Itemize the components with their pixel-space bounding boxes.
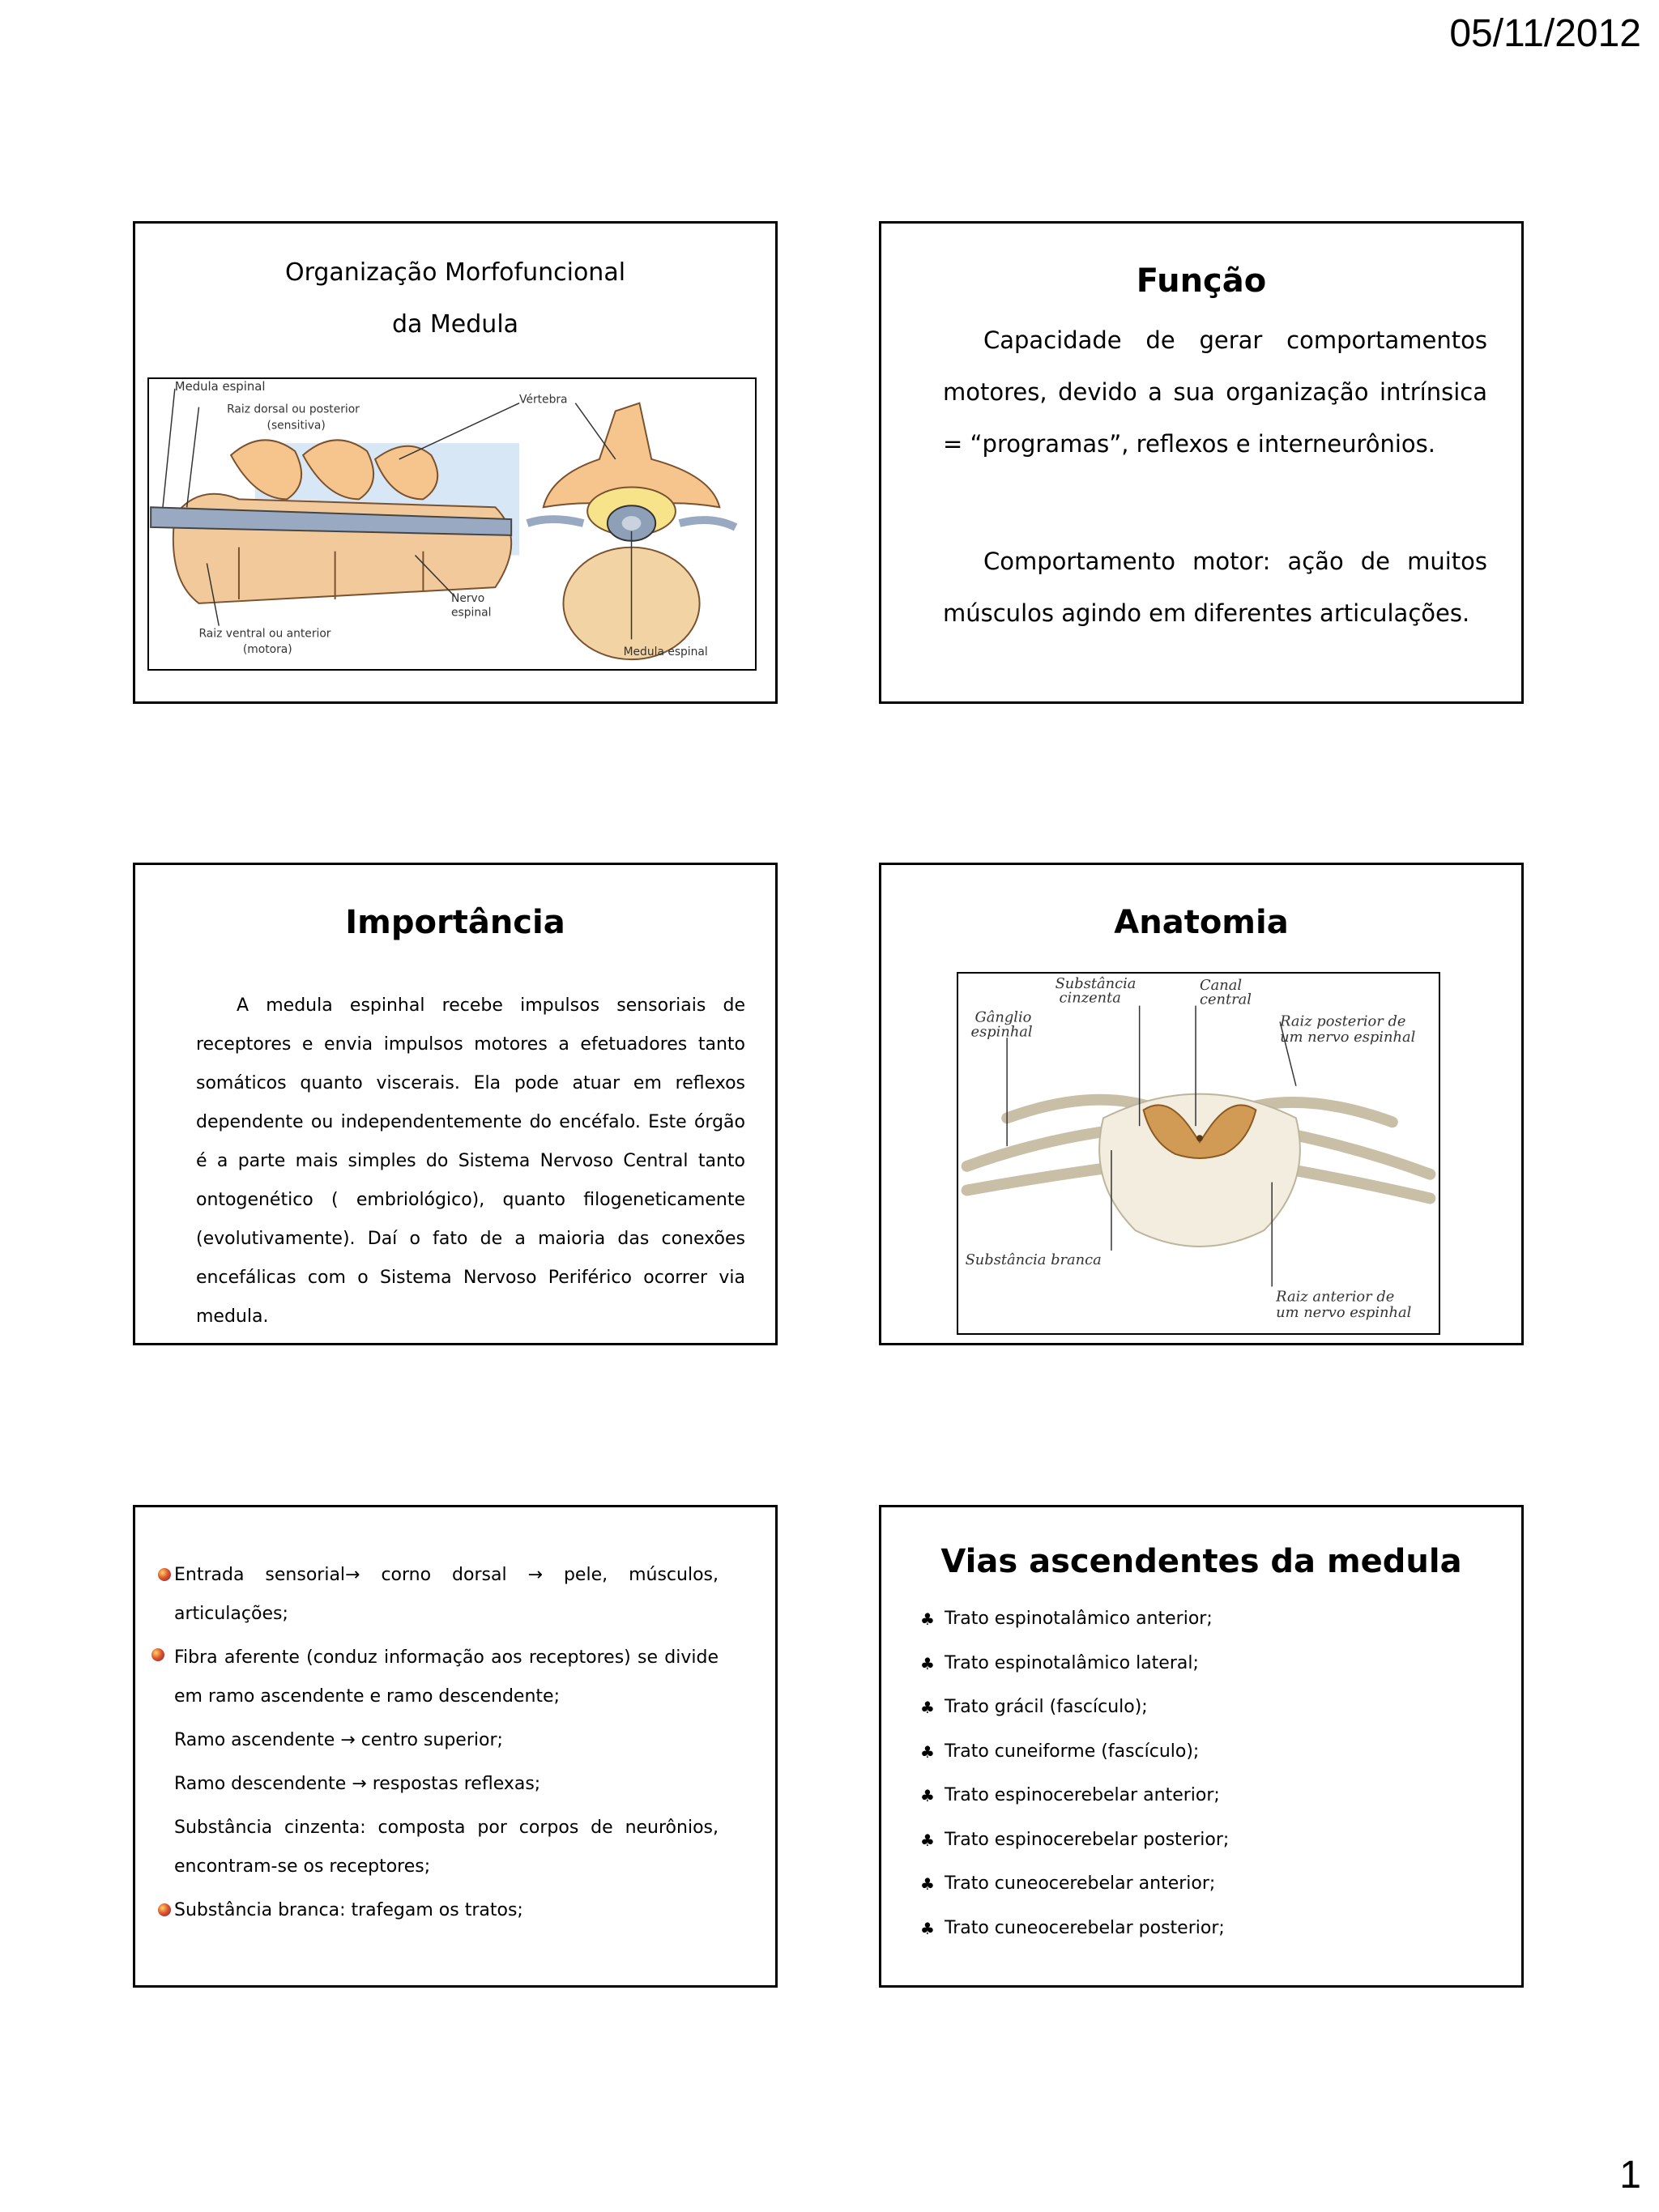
spinal-cord-vertebra-illustration (149, 379, 755, 669)
label-espinal: espinal (451, 606, 492, 620)
club-bullet-icon: ♣ (920, 1830, 935, 1850)
list-item-text: Trato cuneiforme (fascículo); (945, 1741, 1200, 1762)
central-canal-drawing (1196, 1135, 1203, 1141)
bullet-ball-icon (158, 1568, 171, 1581)
club-bullet-icon: ♣ (920, 1698, 935, 1717)
list-item (920, 1916, 1487, 1960)
sensory-input-list (135, 1556, 719, 1930)
label-motora: (motora) (242, 643, 292, 657)
label-raiz-ventral: Raiz ventral ou anterior (198, 627, 331, 641)
slide-title: Função (1136, 262, 1267, 300)
slide-title: Anatomia (1114, 904, 1289, 941)
list-item (920, 1783, 1487, 1827)
label-nervo: Nervo (451, 591, 485, 605)
slide-funcao (879, 221, 1524, 704)
label-medula-espinal-bottom: Medula espinal (623, 646, 708, 659)
list-item-text: Trato grácil (fascículo); (945, 1697, 1148, 1717)
spinal-cord-vertebra-figure (147, 377, 757, 671)
page-number: 1 (1619, 2154, 1641, 2197)
list-item (135, 1891, 719, 1930)
list-item (920, 1827, 1487, 1872)
slide-title: Vias ascendentes da medula (940, 1543, 1462, 1580)
slide-organizacao-morfofuncional (133, 221, 778, 704)
list-item (135, 1556, 719, 1634)
club-bullet-icon: ♣ (920, 1609, 935, 1629)
label-canal-central-1: Canal (1199, 976, 1243, 994)
list-item (920, 1871, 1487, 1916)
spinal-cord-anatomy-figure (957, 972, 1440, 1335)
label-vertebra: Vértebra (519, 393, 568, 407)
list-item-text: Trato espinocerebelar anterior; (945, 1785, 1220, 1805)
label-raiz-dorsal: Raiz dorsal ou posterior (227, 403, 360, 416)
list-item-text: Trato espinotalâmico anterior; (945, 1609, 1213, 1629)
list-item-text: Trato espinotalâmico lateral; (945, 1652, 1199, 1673)
list-item-text: Fibra aferente (conduz informação aos receptores) se divide em ramo ascendente e ramo descendente; (174, 1647, 719, 1707)
slide-anatomia (879, 863, 1524, 1345)
list-item (920, 1651, 1487, 1695)
label-raiz-posterior-1: Raiz posterior de (1280, 1012, 1406, 1030)
slide-title: Importância (345, 904, 565, 941)
bullet-ball-icon (158, 1903, 171, 1916)
slide-vias-ascendentes (879, 1505, 1524, 1988)
list-item (135, 1639, 719, 1716)
list-item-text: Substância branca: trafegam os tratos; (174, 1900, 523, 1920)
list-item-text: Ramo descendente → respostas reflexas; (174, 1774, 541, 1794)
header-date: 05/11/2012 (1449, 12, 1641, 55)
club-bullet-icon: ♣ (920, 1786, 935, 1805)
label-ganglio-1: Gânglio (975, 1008, 1032, 1026)
label-substancia-cinzenta-2: cinzenta (1059, 989, 1121, 1007)
white-matter-drawing (1099, 1094, 1300, 1247)
bullet-ball-icon (151, 1648, 164, 1661)
list-item-text: Trato espinocerebelar posterior; (945, 1829, 1230, 1850)
funcao-paragraph-1: Capacidade de gerar comportamentos motores, devido a sua organização intrínsica = “programas”, reflexos e interneurônios. (943, 326, 1487, 458)
club-bullet-icon: ♣ (920, 1874, 935, 1894)
label-raiz-anterior-1: Raiz anterior de (1276, 1288, 1395, 1306)
list-item (135, 1809, 719, 1886)
label-substancia-cinzenta-1: Substância (1055, 974, 1137, 992)
list-item-text: Entrada sensorial→ corno dorsal → pele, músculos, articulações; (174, 1565, 719, 1624)
label-canal-central-2: central (1199, 991, 1252, 1008)
list-item (135, 1721, 719, 1760)
list-item-text: Ramo ascendente → centro superior; (174, 1730, 503, 1750)
spinal-cord-anatomy-illustration (958, 974, 1439, 1333)
list-item (920, 1739, 1487, 1784)
label-sensitiva: (sensitiva) (267, 419, 326, 433)
label-ganglio-2: espinhal (970, 1023, 1033, 1041)
slide-entrada-sensorial (133, 1505, 778, 1988)
club-bullet-icon: ♣ (920, 1918, 935, 1938)
list-item (135, 1765, 719, 1804)
list-item-text: Substância cinzenta: composta por corpos de neurônios, encontram-se os receptores; (174, 1818, 719, 1877)
label-raiz-anterior-2: um nervo espinhal (1276, 1304, 1412, 1322)
list-item (920, 1694, 1487, 1739)
funcao-paragraph-2: Comportamento motor: ação de muitos músculos agindo em diferentes articulações. (943, 548, 1487, 627)
list-item-text: Trato cuneocerebelar posterior; (945, 1917, 1225, 1938)
ascending-tracts-list (920, 1606, 1487, 1959)
slide-title-line2: da Medula (391, 310, 519, 339)
label-substancia-branca: Substância branca (965, 1251, 1102, 1268)
label-medula-espinal-top: Medula espinal (174, 379, 266, 394)
label-raiz-posterior-2: um nervo espinhal (1280, 1029, 1416, 1046)
list-item-text: Trato cuneocerebelar anterior; (945, 1873, 1216, 1894)
importancia-paragraph: A medula espinhal recebe impulsos sensoriais de receptores e envia impulsos motores a efetuadores tanto somáticos quanto viscerais. Ela pode atuar em reflexos dependente ou independentemente do encéfalo. Este órgão é a parte mais simples do Sistema Nervoso Central tanto ontogenético ( embriológico), quanto filogeneticamente (evolutivamente). Daí o fato de a maioria das conexões encefálicas com o Sistema Nervoso Periférico ocorrer via medula. (196, 995, 745, 1327)
slide-importancia (133, 863, 778, 1345)
slide-title-line1: Organização Morfofuncional (284, 258, 626, 287)
list-item (920, 1606, 1487, 1651)
club-bullet-icon: ♣ (920, 1741, 935, 1762)
club-bullet-icon: ♣ (920, 1653, 935, 1673)
